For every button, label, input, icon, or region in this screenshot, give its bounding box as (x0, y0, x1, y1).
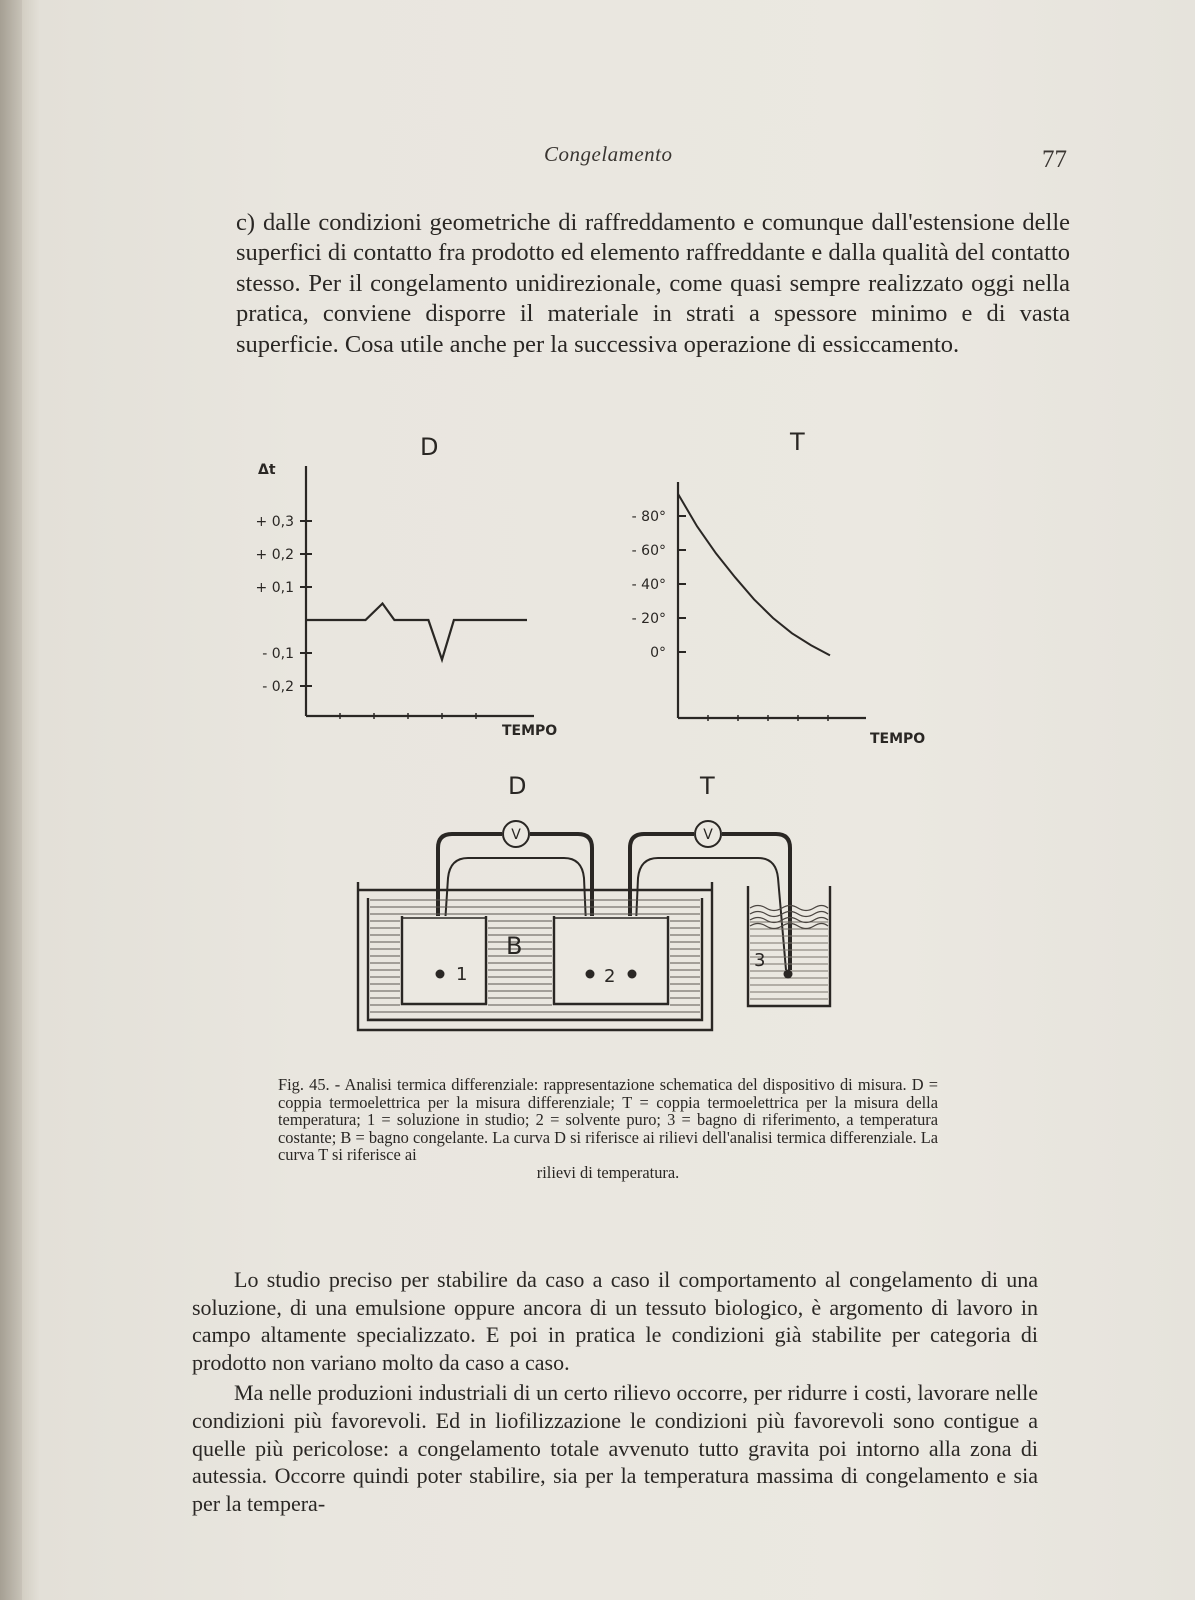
voltmeter-t-symbol: V (703, 827, 713, 843)
graph-d-ytick-label: + 0,3 (255, 514, 294, 530)
graph-t-ytick-label: - 60° (631, 543, 666, 559)
graph-t-ytick-label: - 40° (631, 577, 666, 593)
graph-d-ytick-label: - 0,2 (262, 679, 294, 695)
graph-t-ytick-label: 0° (650, 645, 666, 661)
page-number: 77 (1042, 146, 1067, 173)
graph-d-title: D (420, 433, 439, 461)
graph-t-ytick-label: - 80° (631, 509, 666, 525)
paragraph-top-text: dalle condizioni geometriche di raffreddamento e comunque dall'estensione delle superfici di contatto fra prodotto ed elemento raffreddante e dalla qualità del contatto stesso. Per il congelamento unidirezionale, come quasi sempre realizzato oggi nella pratica, conviene disporre il materiale in strati a spessore minimo e di vasta superficie. Cosa utile anche per la successiva operazione di essiccamento. (236, 209, 1070, 358)
book-gutter (0, 0, 22, 1600)
apparatus-label-t: T (700, 772, 715, 800)
graph-t-x-label: TEMPO (870, 731, 926, 747)
list-marker: c) (236, 209, 256, 236)
vessel-1 (402, 916, 486, 1004)
graph-d-x-label: TEMPO (502, 723, 558, 739)
caption-last-line: rilievi di temperatura. (536, 1162, 680, 1182)
graph-t-ytick-label: - 20° (631, 611, 666, 627)
bath-label: B (506, 932, 523, 960)
junction-2t-icon (628, 970, 637, 979)
vessel-1-label: 1 (456, 964, 468, 985)
graph-d-ytick-label: + 0,1 (255, 580, 294, 596)
junction-3-icon (784, 970, 793, 979)
junction-1-icon (436, 970, 445, 979)
figure-drawing (236, 430, 996, 1070)
running-title: Congelamento (544, 142, 673, 166)
body-paragraph-2: Ma nelle produzioni industriali di un certo rilievo occorre, per ridurre i costi, lavorare nelle condizioni più favorevoli. Ed in liofilizzazione le condizioni più favorevoli sono contigue a quelle più pericolose: a congelamento totale avvenuto tutto gravita poi intorno alla zona di autessia. Occorre quindi poter stabilire, sia per la temperatura massima di congelamento e sia per la tempera- (192, 1380, 1038, 1516)
graph-d-y-label: Δt (258, 462, 276, 478)
caption-text: Fig. 45. - Analisi termica differenziale: rappresentazione schematica del dispositivo di misura. D = coppia termoelettrica per la misura differenziale; T = coppia termoelettrica per la misura della temperatura; 1 = soluzione in studio; 2 = solvente puro; 3 = bagno di riferimento, a temperatura costante; B = bagno congelante. La curva D si riferisce ai rilievi dell'analisi termica differenziale. La curva T si riferisce ai (278, 1075, 938, 1165)
body-paragraph-1: Lo studio preciso per stabilire da caso a caso il comportamento al congelamento di una soluzione, di una emulsione oppure ancora di un tessuto biologico, è argomento di lavoro in campo altamente specializzato. E poi in pratica le condizioni già stabilite per categoria di prodotto non variano molto da caso a caso. (192, 1267, 1038, 1375)
vessel-3-label: 3 (754, 950, 766, 971)
graph-d-ytick-label: - 0,1 (262, 646, 294, 662)
body-text (192, 1266, 1038, 1517)
graph-d-curve (306, 604, 527, 660)
junction-2d-icon (586, 970, 595, 979)
graph-t-curve (678, 494, 830, 656)
voltmeter-d-symbol: V (511, 827, 521, 843)
graph-d-ytick-label: + 0,2 (255, 547, 294, 563)
graph-t-title: T (790, 430, 805, 456)
vessel-2-label: 2 (604, 966, 616, 987)
paragraph-top (236, 208, 1070, 360)
vessel-2 (554, 916, 668, 1004)
apparatus-label-d: D (508, 772, 527, 800)
figure-45 (236, 430, 996, 1070)
figure-caption (278, 1076, 938, 1182)
